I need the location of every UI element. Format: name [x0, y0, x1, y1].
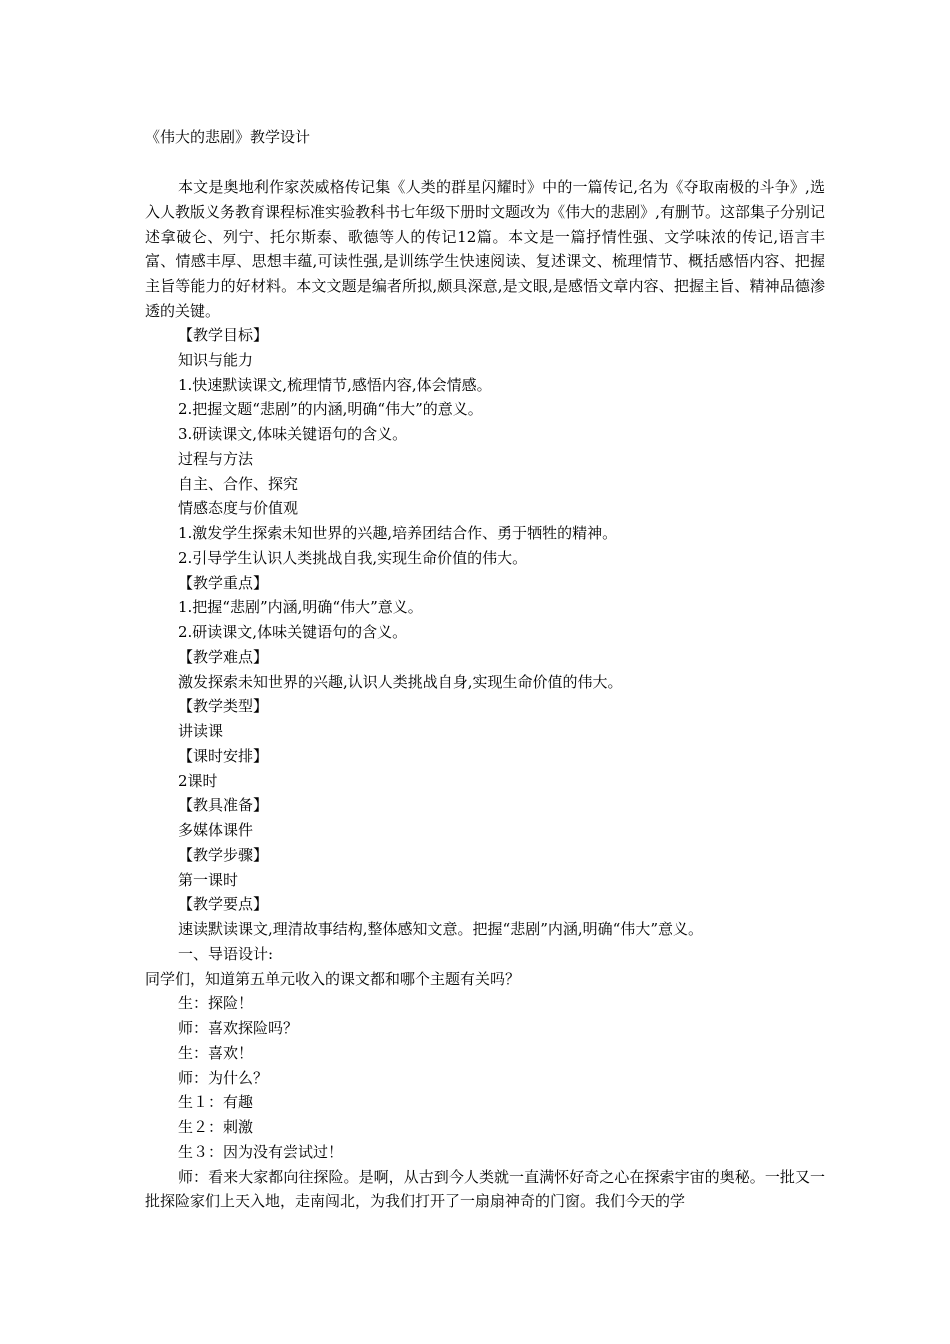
main-points-item: 速读默读课文,理清故事结构,整体感知文意。把握“悲剧”内涵,明确“伟大”意义。 — [178, 920, 703, 938]
dialogue-line: 生：探险！ — [178, 994, 254, 1013]
subheading-knowledge: 知识与能力 — [178, 350, 254, 369]
difficulty-item: 激发探索未知世界的兴趣,认识人类挑战自身,实现生命价值的伟大。 — [178, 672, 623, 691]
heading-key-points: 【教学重点】 — [178, 573, 269, 592]
key-point-item: 2.研读课文,体味关键语句的含义。 — [178, 623, 408, 641]
dialogue-line: 同学们，知道第五单元收入的课文都和哪个主题有关吗？ — [145, 969, 521, 988]
document-title: 《伟大的悲剧》教学设计 — [145, 128, 311, 146]
schedule-item: 2课时 — [178, 771, 218, 790]
section-intro-design: 一、导语设计: — [178, 944, 274, 963]
heading-main-points: 【教学要点】 — [178, 895, 269, 914]
values-item: 1.激发学生探索未知世界的兴趣,培养团结合作、勇于牺牲的精神。 — [178, 524, 618, 542]
dialogue-line: 师：喜欢探险吗？ — [178, 1019, 299, 1037]
heading-goals: 【教学目标】 — [178, 326, 269, 344]
type-item: 讲读课 — [178, 722, 224, 740]
process-item: 自主、合作、探究 — [178, 474, 299, 493]
dialogue-line: 生：喜欢！ — [178, 1043, 254, 1062]
materials-item: 多媒体课件 — [178, 821, 254, 839]
heading-materials: 【教具准备】 — [178, 796, 269, 815]
dialogue-line: 师：为什么？ — [178, 1068, 269, 1087]
goal-item: 3.研读课文,体味关键语句的含义。 — [178, 425, 408, 443]
heading-type: 【教学类型】 — [178, 697, 269, 716]
closing-paragraph: 师：看来大家都向往探险。是啊，从古到今人类就一直满怀好奇之心在探索宇宙的奥秘。一批又一批探险家们上天入地，走南闯北，为我们打开了一扇扇神奇的门窗。我们今天的学 — [145, 1167, 825, 1211]
intro-paragraph: 本文是奥地利作家茨威格传记集《人类的群星闪耀时》中的一篇传记,名为《夺取南极的斗争》,选入人教版义务教育课程标准实验教科书七年级下册时文题改为《伟大的悲剧》,有删节。这部集子分别记述拿破仑、列宁、托尔斯泰、歌德等人的传记12篇。本文是一篇抒情性强、文学味浓的传记,语言丰富、情感丰厚、思想丰蕴,可读性强,是训练学生快速阅读、复述课文、梳理情节、概括感悟内容、把握主旨等能力的好材料。本文文题是编者所拟,颇具深意,是文眼,是感悟文章内容、把握主旨、精神品德渗透的关键。 — [145, 178, 825, 320]
dialogue-line: 生３：因为没有尝试过！ — [178, 1142, 344, 1161]
subheading-process: 过程与方法 — [178, 449, 254, 468]
goal-item: 2.把握文题“悲剧”的内涵,明确“伟大”的意义。 — [178, 400, 483, 419]
goal-item: 1.快速默读课文,梳理情节,感悟内容,体会情感。 — [178, 375, 492, 394]
heading-steps: 【教学步骤】 — [178, 845, 269, 864]
content-lines — [145, 323, 825, 1214]
key-point-item: 1.把握“悲剧”内涵,明确“伟大”意义。 — [178, 598, 423, 617]
values-item: 2.引导学生认识人类挑战自我,实现生命价值的伟大。 — [178, 548, 528, 567]
heading-schedule: 【课时安排】 — [178, 746, 269, 765]
heading-difficulties: 【教学难点】 — [178, 647, 269, 666]
dialogue-line: 生２：刺激 — [178, 1118, 254, 1136]
subheading-values: 情感态度与价值观 — [178, 499, 299, 518]
dialogue-line: 生１：有趣 — [178, 1093, 254, 1112]
steps-item: 第一课时 — [178, 870, 239, 889]
